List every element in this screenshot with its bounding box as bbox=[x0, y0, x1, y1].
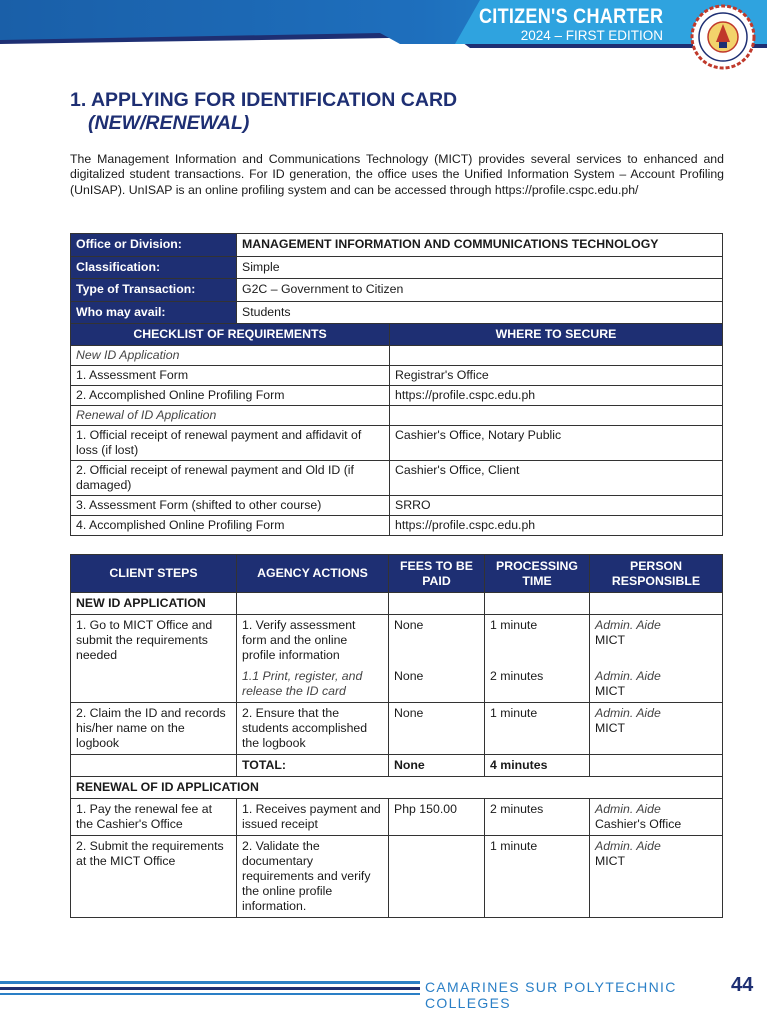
charter-title-block bbox=[449, 6, 663, 44]
person-office: MICT bbox=[595, 721, 626, 735]
person-role: Admin. Aide bbox=[595, 839, 661, 853]
processing-time-header: PROCESSING TIME bbox=[485, 555, 590, 593]
info-value: Simple bbox=[237, 256, 723, 279]
table-row bbox=[71, 366, 723, 386]
info-label: Who may avail: bbox=[71, 301, 237, 324]
processing-time: 1 minute bbox=[485, 703, 590, 755]
client-steps-header: CLIENT STEPS bbox=[71, 555, 237, 593]
table-row bbox=[71, 346, 723, 366]
where-header: WHERE TO SECURE bbox=[390, 324, 723, 346]
client-steps-table bbox=[70, 554, 723, 918]
fees-header: FEES TO BE PAID bbox=[389, 555, 485, 593]
agency-action: 1. Verify assessment form and the online profile information bbox=[237, 615, 389, 667]
person-responsible bbox=[590, 666, 723, 703]
requirement-group: Renewal of ID Application bbox=[71, 406, 390, 426]
total-label: TOTAL: bbox=[237, 755, 389, 777]
requirement-item: 1. Official receipt of renewal payment and affidavit of loss (if lost) bbox=[71, 426, 390, 461]
client-step: 1. Pay the renewal fee at the Cashier's Office bbox=[71, 799, 237, 836]
requirement-source bbox=[390, 406, 723, 426]
requirement-source: Cashier's Office, Client bbox=[390, 461, 723, 496]
requirements-header: CHECKLIST OF REQUIREMENTS bbox=[71, 324, 390, 346]
table-row bbox=[71, 301, 723, 324]
agency-action: 2. Ensure that the students accomplished the logbook bbox=[237, 703, 389, 755]
person-responsible bbox=[590, 703, 723, 755]
person-office: MICT bbox=[595, 854, 626, 868]
footer-rule-bottom bbox=[0, 993, 420, 995]
table-row-total bbox=[71, 755, 723, 777]
person-responsible bbox=[590, 799, 723, 836]
processing-time: 1 minute bbox=[485, 836, 590, 918]
table-header-row bbox=[71, 555, 723, 593]
person-role: Admin. Aide bbox=[595, 669, 661, 683]
table-row bbox=[71, 799, 723, 836]
person-responsible-header: PERSON RESPONSIBLE bbox=[590, 555, 723, 593]
requirement-source: Registrar's Office bbox=[390, 366, 723, 386]
footer-institution: CAMARINES SUR POLYTECHNIC COLLEGES bbox=[425, 979, 677, 1011]
total-fee: None bbox=[389, 755, 485, 777]
requirements-table bbox=[70, 323, 723, 536]
agency-actions-header: AGENCY ACTIONS bbox=[237, 555, 389, 593]
info-value: G2C – Government to Citizen bbox=[237, 279, 723, 302]
table-row bbox=[71, 406, 723, 426]
table-row bbox=[71, 496, 723, 516]
info-label: Office or Division: bbox=[71, 234, 237, 257]
table-row bbox=[71, 777, 723, 799]
person-office: MICT bbox=[595, 684, 626, 698]
table-row bbox=[71, 256, 723, 279]
agency-action: 1.1 Print, register, and release the ID card bbox=[237, 666, 389, 703]
requirement-item: 4. Accomplished Online Profiling Form bbox=[71, 516, 390, 536]
person-responsible bbox=[590, 836, 723, 918]
intro-paragraph: The Management Information and Communications Technology (MICT) provides several services to enhanced and digitalized student transactions. For ID generation, the office uses the Unified Information System – Account Profiling (UnISAP). UnISAP is an online profiling system and can be accessed through https://profile.cspc.edu.ph/ bbox=[70, 152, 724, 197]
footer-rule-middle bbox=[0, 987, 420, 990]
info-value: Students bbox=[237, 301, 723, 324]
requirement-item: 2. Official receipt of renewal payment and Old ID (if damaged) bbox=[71, 461, 390, 496]
college-seal-icon bbox=[690, 4, 756, 70]
requirement-group: New ID Application bbox=[71, 346, 390, 366]
client-step: 2. Submit the requirements at the MICT Office bbox=[71, 836, 237, 918]
table-row bbox=[71, 461, 723, 496]
office-info-table bbox=[70, 233, 723, 324]
requirement-source bbox=[390, 346, 723, 366]
person-office: Cashier's Office bbox=[595, 817, 682, 831]
info-label: Classification: bbox=[71, 256, 237, 279]
fee: Php 150.00 bbox=[389, 799, 485, 836]
processing-time: 1 minute bbox=[485, 615, 590, 667]
requirement-item: 3. Assessment Form (shifted to other course) bbox=[71, 496, 390, 516]
agency-action: 1. Receives payment and issued receipt bbox=[237, 799, 389, 836]
table-row bbox=[71, 516, 723, 536]
requirement-source: https://profile.cspc.edu.ph bbox=[390, 516, 723, 536]
fee: None bbox=[389, 666, 485, 703]
person-responsible bbox=[590, 615, 723, 667]
section-subtitle: (NEW/RENEWAL) bbox=[88, 112, 250, 134]
requirement-source: SRRO bbox=[390, 496, 723, 516]
fee bbox=[389, 836, 485, 918]
agency-action: 2. Validate the documentary requirements and verify the online profile information. bbox=[237, 836, 389, 918]
table-header-row bbox=[71, 324, 723, 346]
client-step: 2. Claim the ID and records his/her name on the logbook bbox=[71, 703, 237, 755]
fee: None bbox=[389, 703, 485, 755]
processing-time: 2 minutes bbox=[485, 666, 590, 703]
requirement-item: 2. Accomplished Online Profiling Form bbox=[71, 386, 390, 406]
requirement-item: 1. Assessment Form bbox=[71, 366, 390, 386]
person-role: Admin. Aide bbox=[595, 618, 661, 632]
info-value: MANAGEMENT INFORMATION AND COMMUNICATIONS TECHNOLOGY bbox=[237, 234, 723, 257]
footer-rule-top bbox=[0, 981, 420, 984]
total-time: 4 minutes bbox=[485, 755, 590, 777]
table-row bbox=[71, 836, 723, 918]
section-label: RENEWAL OF ID APPLICATION bbox=[71, 777, 723, 799]
table-row bbox=[71, 426, 723, 461]
person-office: MICT bbox=[595, 633, 626, 647]
table-row bbox=[71, 615, 723, 667]
person-role: Admin. Aide bbox=[595, 802, 661, 816]
section-title: 1. APPLYING FOR IDENTIFICATION CARD bbox=[70, 89, 458, 111]
requirement-source: Cashier's Office, Notary Public bbox=[390, 426, 723, 461]
table-row bbox=[71, 386, 723, 406]
requirement-source: https://profile.cspc.edu.ph bbox=[390, 386, 723, 406]
charter-edition: 2024 – FIRST EDITION bbox=[520, 28, 663, 43]
section-heading bbox=[70, 89, 457, 135]
person-role: Admin. Aide bbox=[595, 706, 661, 720]
section-label: NEW ID APPLICATION bbox=[71, 593, 237, 615]
table-row bbox=[71, 279, 723, 302]
table-row bbox=[71, 703, 723, 755]
charter-title: CITIZEN'S CHARTER bbox=[478, 5, 663, 28]
page-number: 44 bbox=[731, 974, 754, 996]
processing-time: 2 minutes bbox=[485, 799, 590, 836]
table-row bbox=[71, 593, 723, 615]
info-label: Type of Transaction: bbox=[71, 279, 237, 302]
fee: None bbox=[389, 615, 485, 667]
table-row bbox=[71, 234, 723, 257]
client-step: 1. Go to MICT Office and submit the requirements needed bbox=[71, 615, 237, 703]
